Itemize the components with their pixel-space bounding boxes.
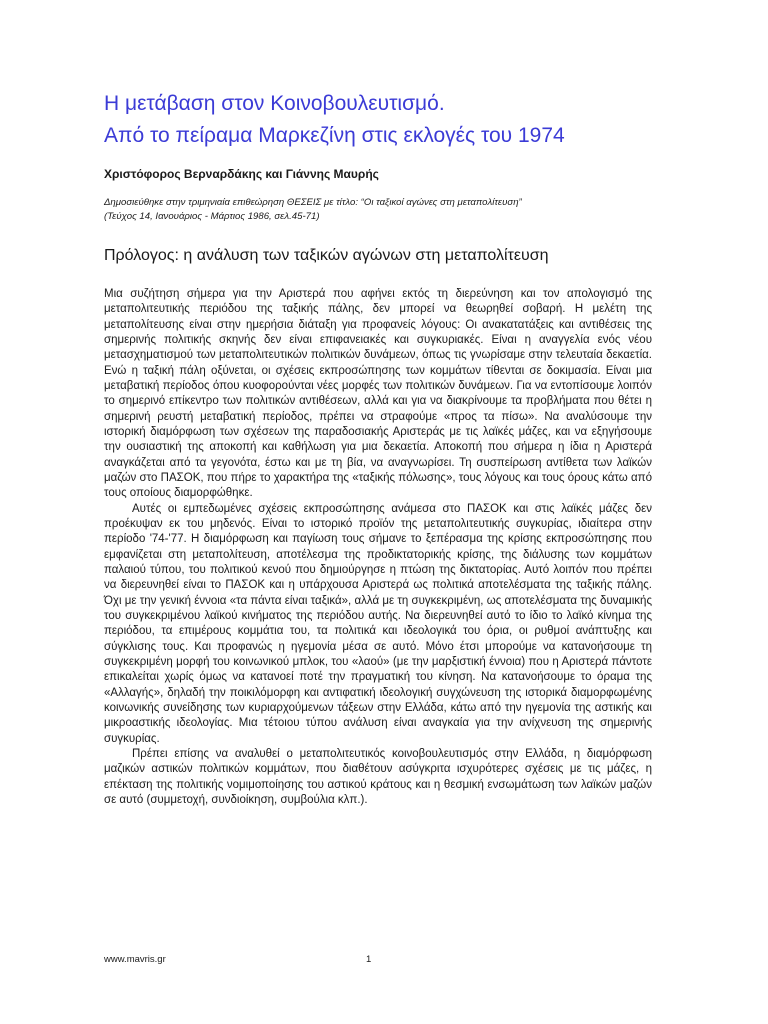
authors: Χριστόφορος Βερναρδάκης και Γιάννης Μαυρής bbox=[104, 167, 379, 181]
document-page bbox=[104, 0, 652, 1024]
footer-url: www.mavris.gr bbox=[104, 954, 166, 965]
body-text bbox=[104, 287, 652, 808]
publication-note bbox=[104, 196, 652, 224]
paragraph: Μια συζήτηση σήμερα για την Αριστερά που αφήνει εκτός τη διερεύνηση και τον απολογισμό της μεταπολιτευτικής περιόδου της ταξικής πάλης, δεν μπορεί να θεωρηθεί σοβαρή. Η μελέτη της μεταπολίτευσης είναι στην ημερήσια διάταξη για προφανείς λόγους: Οι ανακατατάξεις και αντιθέσεις της σημερινής πολιτικής σκηνής δεν είναι επιφανειακές και συγκυριακές. Είναι η αναγγελία ενός νέου μετασχηματισμού των μεταπολιτευτικών πολιτικών δυνάμεων, όπως τις γνωρίσαμε στην τελευταία δεκαετία. Ενώ η ταξική πάλη οξύνεται, οι σχέσεις εκπροσώπησης των κομμάτων τίθενται σε δοκιμασία. Είναι μια μεταβατική περίοδος όπου κυοφορούνται νέες μορφές των πολιτικών δυνάμεων. Για να εντοπίσουμε λοιπόν το σημερινό επίκεντρο των πολιτικών αντιθέσεων, αλλά και για να διακρίνουμε τα προβλήματα που θέτει η σημερινή ρευστή μεταβατική περίοδος, πρέπει να στραφούμε «προς τα πίσω». Να αναλύσουμε την ιστορική διαμόρφωση των σχέσεων της παραδοσιακής Αριστεράς με τις λαϊκές μάζες, και να εξηγήσουμε την ουσιαστική της αποκοπή και καθήλωση για μια δεκαετία. Αποκοπή που σήμερα η ίδια η Αριστερά αναγκάζεται από τα γεγονότα, έστω και με τη βία, να αναγνωρίσει. Τη συσπείρωση αντίθετα των λαϊκών μαζών στο ΠΑΣΟΚ, που πήρε το χαρακτήρα της «ταξικής πόλωσης», τους λόγους και τους όρους κάτω από τους οποίους διαμορφώθηκε. bbox=[104, 288, 652, 500]
publication-note-line-2: (Τεύχος 14, Ιανουάριος - Μάρτιος 1986, σελ.45-71) bbox=[104, 211, 320, 222]
publication-note-line-1: Δημοσιεύθηκε στην τριμηνιαία επιθεώρηση ΘΕΣΕΙΣ με τίτλο: “Οι ταξικοί αγώνες στη μεταπολίτευση” bbox=[104, 197, 522, 208]
paragraph: Αυτές οι εμπεδωμένες σχέσεις εκπροσώπησης ανάμεσα στο ΠΑΣΟΚ και στις λαϊκές μάζες δεν προέκυψαν εκ του μηδενός. Είναι το ιστορικό προϊόν της μεταπολιτευτικής συγκυρίας, ιδιαίτερα στην περίοδο '74-'77. Η διαμόρφωση και παγίωση τους σήμανε το ξεπέρασμα της κρίσης εκπροσώπησης που εμφανίζεται στη μεταπολίτευση, αποτέλεσμα της προδικτατορικής κρίσης, της διάλυσης των κομμάτων παλαιού τύπου, του πολιτικού κενού που δημιούργησε η πτώση της δικτατορίας. Αυτό λοιπόν που πρέπει να διερευνηθεί είναι το ΠΑΣΟΚ και η υπάρχουσα Αριστερά ως πολιτικά αποτελέσματα της ταξικής πάλης. Όχι με την γενική έννοια «τα πάντα είναι ταξικά», αλλά με τη συγκεκριμένη, ως αποτελέσματα της δυναμικής του συγκεκριμένου λαϊκού κινήματος της περιόδου αυτής. Να διερευνηθεί αυτό το ίδιο το λαϊκό κίνημα της περιόδου, τα επιμέρους κομμάτια του, τα πολιτικά και ιδεολογικά του όρια, οι ρυθμοί ανάπτυξης και σύγκλισης τους. Και προφανώς η ηγεμονία μέσα σε αυτό. Μόνο έτσι μπορούμε να κατανοήσουμε τη συγκεκριμένη μορφή του κοινωνικού μπλοκ, του «λαού» (με την μαρξιστική έννοια) που η Αριστερά πάντοτε επικαλείται χωρίς όμως να κατανοεί ποτέ την πραγματική του κίνηση. Να κατανοήσουμε το όραμα της «Αλλαγής», δηλαδή την ποικιλόμορφη και αντιφατική ιδεολογική συγχώνευση της ιστορικά διαμορφωμένης κοινωνικής συνείδησης των κυριαρχούμενων τάξεων στην Ελλάδα, κάτω από την ηγεμονία της αστικής και μικροαστικής ιδεολογίας. Μια τέτοιου τύπου ανάλυση είναι αναγκαία για την ανίχνευση της σημερινής συγκυρίας. bbox=[104, 502, 652, 745]
page-number: 1 bbox=[366, 954, 372, 965]
section-heading: Πρόλογος: η ανάλυση των ταξικών αγώνων στη μεταπολίτευση bbox=[104, 247, 549, 264]
title-line-2: Από το πείραμα Μαρκεζίνη στις εκλογές του 1974 bbox=[104, 124, 565, 147]
paragraph: Πρέπει επίσης να αναλυθεί ο μεταπολιτευτικός κοινοβουλευτισμός στην Ελλάδα, η διαμόρφωση μαζικών αστικών πολιτικών κομμάτων, που διαθέτουν ασύγκριτα ισχυρότερες σχέσεις με τις μάζες, η επέκταση της πολιτικής νομιμοποίησης του αστικού κράτους και η θεσμική ενσωμάτωση των λαϊκών μαζών σε αυτό (συμμετοχή, συνδιοίκηση, συμβούλια κλπ.). bbox=[104, 747, 652, 806]
document-title bbox=[104, 88, 664, 152]
title-line-1: Η μετάβαση στον Κοινοβουλευτισμό. bbox=[104, 92, 445, 115]
